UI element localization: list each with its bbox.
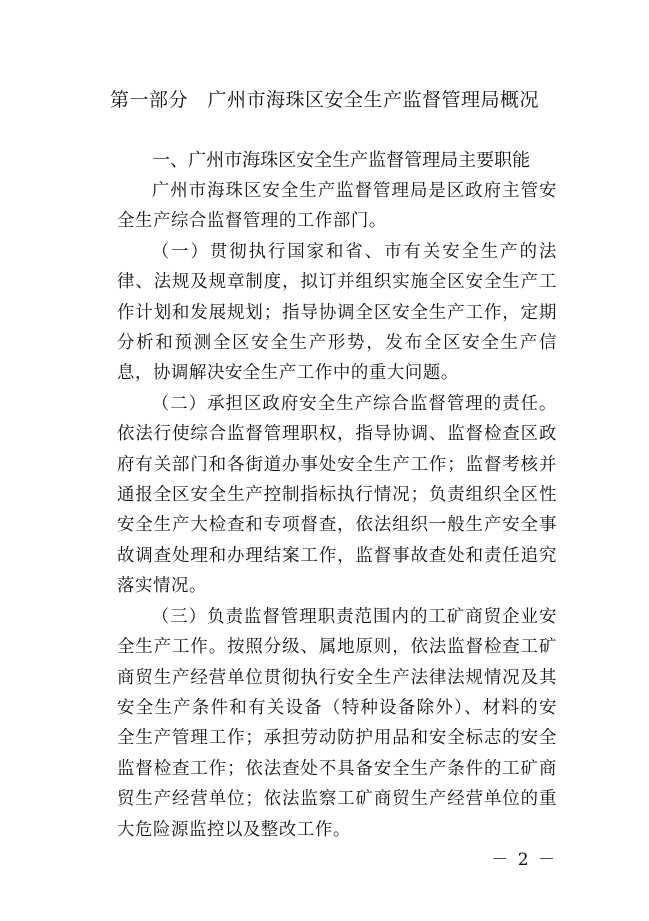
paragraph-duty-3: （三）负责监督管理职责范围内的工矿商贸企业安全生产工作。按照分级、属地原则，依法监督检查工矿商贸生产经营单位贯彻执行安全生产法律法规情况及其安全生产条件和有关设备（特种设备除外）、材料的安全生产管理工作；承担劳动防护用品和安全标志的安全监督检查工作；依法查处不具备安全生产条件的工矿商贸生产经营单位；依法监察工矿商贸生产经营单位的重大危险源监控以及整改工作。 xyxy=(117,606,557,840)
paragraph-duty-2: （二）承担区政府安全生产综合监督管理的责任。依法行使综合监督管理职权，指导协调、监督检查区政府有关部门和各街道办事处安全生产工作；监督考核并通报全区安全生产控制指标执行情况；负责组织全区性安全生产大检查和专项督查，依法组织一般生产安全事故调查处理和办理结案工作，监督事故查处和责任追究落实情况。 xyxy=(117,393,557,597)
paragraph-duty-1: （一）贯彻执行国家和省、市有关安全生产的法律、法规及规章制度，拟订并组织实施全区安全生产工作计划和发展规划；指导协调全区安全生产工作，定期分析和预测全区安全生产形势，发布全区安全生产信息，协调解决安全生产工作中的重大问题。 xyxy=(117,241,557,384)
document-title: 第一部分 广州市海珠区安全生产监督管理局概况 xyxy=(109,89,539,111)
paragraph-intro: 广州市海珠区安全生产监督管理局是区政府主管安全生产综合监督管理的工作部门。 xyxy=(117,181,557,232)
section-heading: 一、广州市海珠区安全生产监督管理局主要职能 xyxy=(152,150,531,171)
document-body xyxy=(117,146,557,845)
page-number: － 2 － xyxy=(491,850,557,870)
